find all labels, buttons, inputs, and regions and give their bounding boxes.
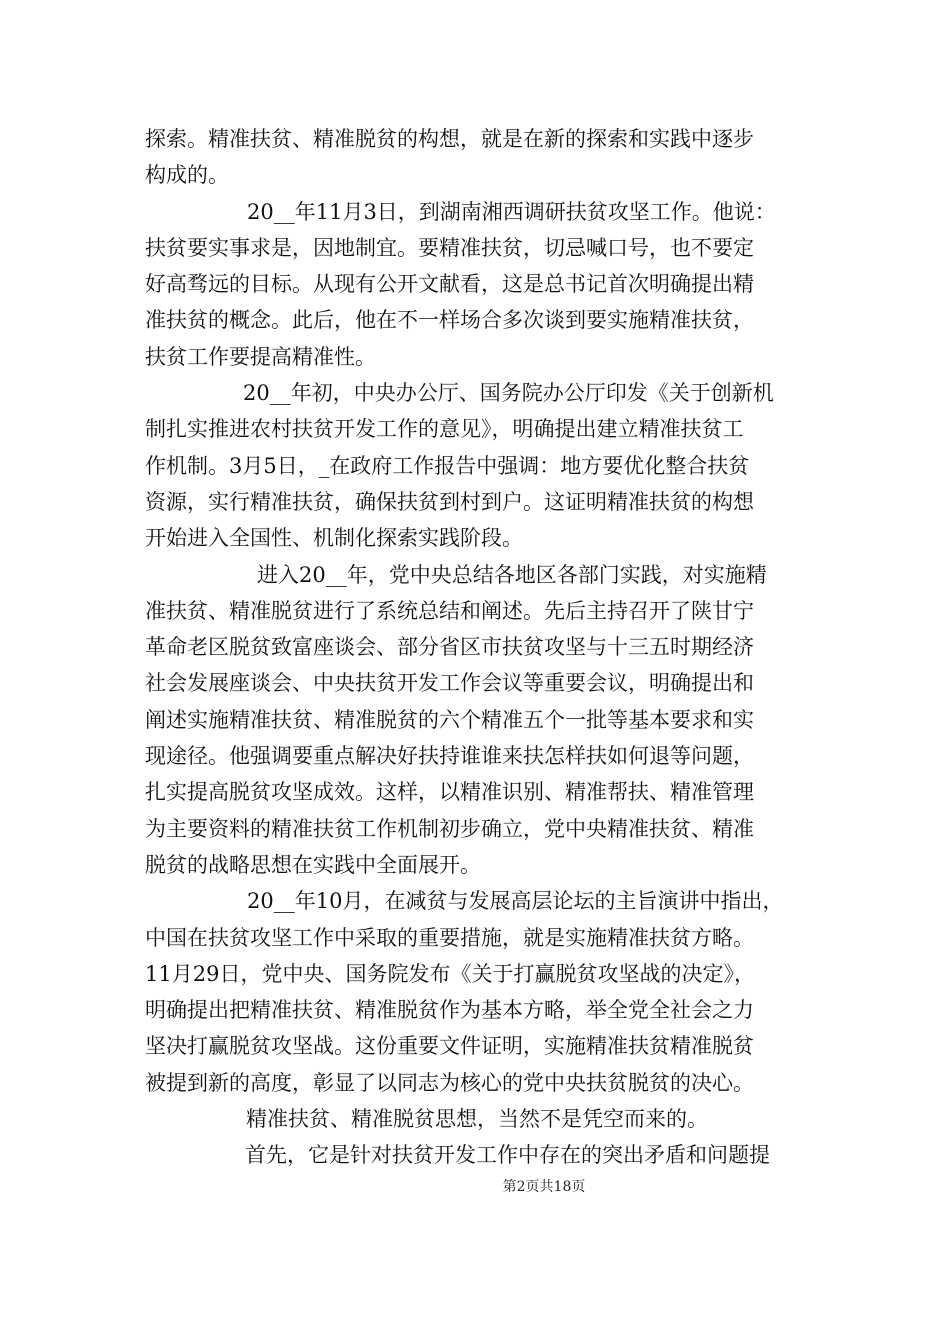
text-line: 准扶贫的概念。此后，他在不一样场合多次谈到要实施精准扶贫，: [145, 308, 754, 333]
document-body: [145, 121, 825, 1174]
paragraph-start: 首先，它是针对扶贫开发工作中存在的突出矛盾和问题提: [245, 1143, 770, 1168]
text-line: 制扎实推进农村扶贫开发工作的意见》，明确提出建立精准扶贫工: [145, 417, 744, 442]
text-line: 作机制。3月5日，_在政府工作报告中强调：地方要优化整合扶贫: [145, 453, 750, 478]
text-line: 开始进入全国性、机制化探索实践阶段。: [145, 526, 523, 551]
text-line: 中国在扶贫攻坚工作中采取的重要措施，就是实施精准扶贫方略。: [145, 925, 754, 950]
text-line: 11月29日，党中央、国务院发布《关于打赢脱贫攻坚战的决定》，: [145, 961, 755, 986]
paragraph-start: 20__年10月，在减贫与发展高层论坛的主旨演讲中指出，: [247, 889, 784, 914]
text-line: 扶贫要实事求是，因地制宜。要精准扶贫，切忌喊口号，也不要定: [145, 235, 754, 260]
text-line: 阐述实施精准扶贫、精准脱贫的六个精准五个一批等基本要求和实: [145, 707, 754, 732]
paragraph-start: 精准扶贫、精准脱贫思想，当然不是凭空而来的。: [246, 1107, 708, 1132]
text-line: 好高骛远的目标。从现有公开文献看，这是总书记首次明确提出精: [145, 272, 754, 297]
paragraph-start: 进入20__年，党中央总结各地区各部门实践，对实施精: [257, 562, 767, 587]
paragraph-start: 20__年11月3日，到湖南湘西调研扶贫攻坚工作。他说：: [247, 199, 776, 224]
text-line: 构成的。: [145, 163, 229, 188]
text-line: 脱贫的战略思想在实践中全面展开。: [145, 852, 481, 877]
text-line: 明确提出把精准扶贫、精准脱贫作为基本方略，举全党全社会之力: [145, 998, 754, 1023]
page-number-footer: 第2页共18页: [502, 1179, 586, 1195]
text-line: 为主要资料的精准扶贫工作机制初步确立，党中央精准扶贫、精准: [145, 816, 754, 841]
text-line: 革命老区脱贫致富座谈会、部分省区市扶贫攻坚与十三五时期经济: [145, 635, 754, 660]
text-line: 准扶贫、精准脱贫进行了系统总结和阐述。先后主持召开了陕甘宁: [145, 598, 754, 623]
text-line: 被提到新的高度，彰显了以同志为核心的党中央扶贫脱贫的决心。: [145, 1070, 754, 1095]
text-line: 现途径。他强调要重点解决好扶持谁谁来扶怎样扶如何退等问题，: [145, 744, 754, 769]
text-line: 社会发展座谈会、中央扶贫开发工作会议等重要会议，明确提出和: [145, 671, 754, 696]
text-line: 资源，实行精准扶贫，确保扶贫到村到户。这证明精准扶贫的构想: [145, 489, 754, 514]
text-line: 扶贫工作要提高精准性。: [145, 344, 376, 369]
text-line: 坚决打赢脱贫攻坚战。这份重要文件证明，实施精准扶贫精准脱贫: [145, 1034, 754, 1059]
text-line: 探索。精准扶贫、精准脱贫的构想，就是在新的探索和实践中逐步: [145, 127, 754, 151]
paragraph-start: 20__年初，中央办公厅、国务院办公厅印发《关于创新机: [243, 381, 774, 406]
text-line: 扎实提高脱贫攻坚成效。这样，以精准识别、精准帮扶、精准管理: [145, 780, 754, 805]
